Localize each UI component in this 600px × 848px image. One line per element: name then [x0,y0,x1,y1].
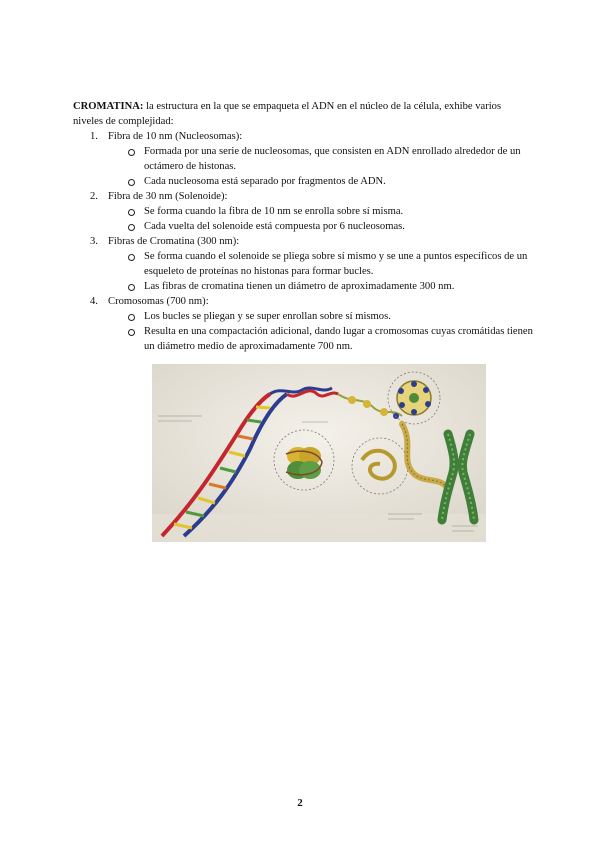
level-points [108,309,533,354]
level-point: Las fibras de cromatina tienen un diámetro de aproximadamente 300 nm. [108,279,533,294]
circle-bullet-icon [128,314,135,321]
level-points [108,144,533,189]
circle-bullet-icon [128,149,135,156]
level-title: Fibra de 30 nm (Solenoide): [108,191,228,202]
page-number: 2 [297,797,303,809]
circle-bullet-icon [128,209,135,216]
level-title: Cromosomas (700 nm): [108,296,209,307]
level-title: Fibra de 10 nm (Nucleosomas): [108,131,243,142]
circle-bullet-icon [128,329,135,336]
chromatin-levels-list [73,129,533,354]
level-point: Los bucles se pliegan y se super enrollan sobre sí mismos. [108,309,533,324]
level-item [73,129,533,189]
intro-text: la estructura en la que se empaqueta el ADN en el núcleo de la célula, exhibe varios niveles de complejidad: [73,101,502,127]
level-number: 3. [90,236,98,247]
chromatin-illustration [152,364,486,542]
circle-bullet-icon [128,254,135,261]
level-item [73,234,533,294]
level-point: Cada nucleosoma está separado por fragmentos de ADN. [108,174,533,189]
level-point: Resulta en una compactación adicional, dando lugar a cromosomas cuyas cromátidas tienen un diámetro medio de aproximadamente 700 nm. [108,324,533,354]
circle-bullet-icon [128,179,135,186]
level-number: 1. [90,131,98,142]
level-title: Fibras de Cromatina (300 nm): [108,236,240,247]
level-item [73,189,533,234]
level-point: Cada vuelta del solenoide está compuesta por 6 nucleosomas. [108,219,533,234]
intro-paragraph [73,99,533,129]
level-point: Se forma cuando el solenoide se pliega sobre sí mismo y se une a puntos específicos de un esqueleto de proteínas no histonas para formar bucles. [108,249,533,279]
chromatin-diagram-photo [152,364,486,542]
intro-term: CROMATINA: [73,101,144,112]
level-points [108,249,533,294]
circle-bullet-icon [128,224,135,231]
level-points [108,204,533,234]
circle-bullet-icon [128,284,135,291]
level-number: 4. [90,296,98,307]
level-point: Se forma cuando la fibra de 10 nm se enrolla sobre sí misma. [108,204,533,219]
document-body [73,99,533,354]
level-item [73,294,533,354]
level-point: Formada por una serie de nucleosomas, que consisten en ADN enrollado alrededor de un octámero de histonas. [108,144,533,174]
level-number: 2. [90,191,98,202]
